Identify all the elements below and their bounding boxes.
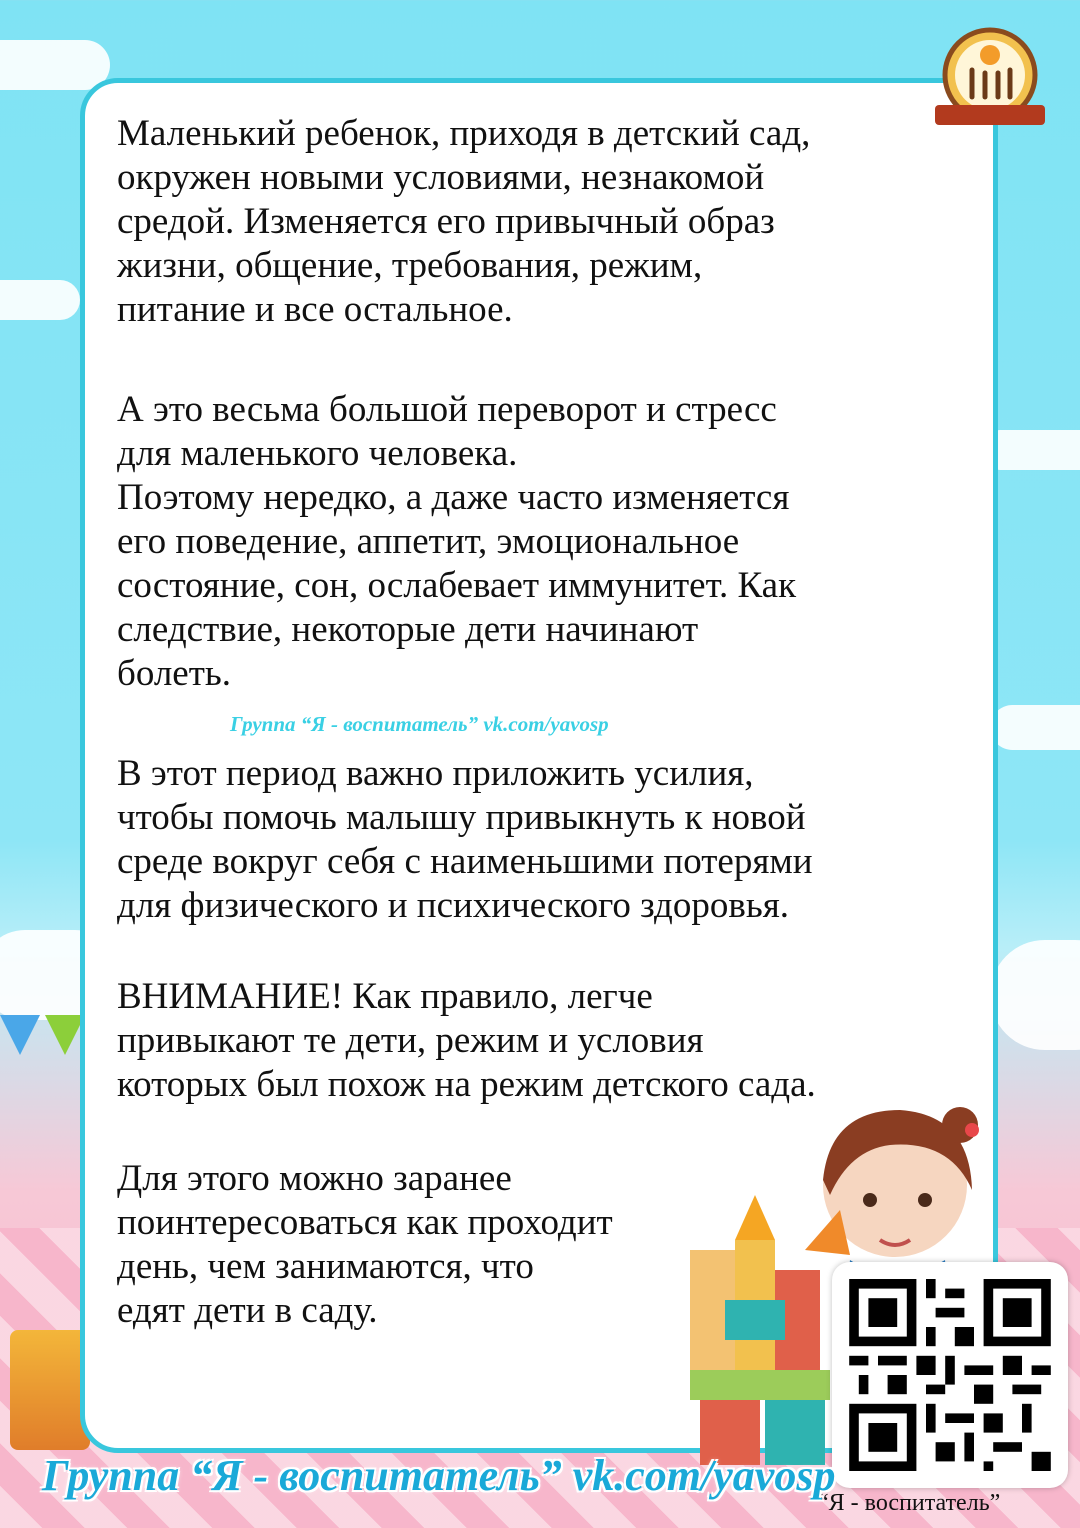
text-line: ВНИМАНИЕ! Как правило, легче bbox=[117, 976, 653, 1017]
cloud-decoration bbox=[990, 940, 1080, 1050]
family-logo-icon bbox=[930, 25, 1050, 135]
cloud-decoration bbox=[0, 280, 80, 320]
paragraph-stress bbox=[117, 388, 796, 696]
text-line: окружен новыми условиями, незнакомой bbox=[117, 157, 765, 198]
text-line: жизни, общение, требования, режим, bbox=[117, 245, 703, 286]
footer-group-link[interactable]: Группа “Я - воспитатель” vk.com/yavosp bbox=[42, 1451, 836, 1500]
paragraph-attention bbox=[117, 975, 816, 1107]
text-line: средой. Изменяется его привычный образ bbox=[117, 201, 775, 242]
text-line: питание и все остальное. bbox=[117, 289, 513, 330]
bunting-decoration bbox=[0, 1010, 90, 1070]
text-line: Маленький ребенок, приходя в детский сад, bbox=[117, 113, 811, 154]
paragraph-advice bbox=[117, 1157, 613, 1333]
text-line: следствие, некоторые дети начинают bbox=[117, 609, 699, 650]
text-line: поинтересоваться как проходит bbox=[117, 1202, 613, 1243]
text-line: день, чем занимаются, что bbox=[117, 1246, 534, 1287]
toy-train-decoration bbox=[10, 1330, 90, 1450]
text-line: привыкают те дети, режим и условия bbox=[117, 1020, 704, 1061]
text-line: Для этого можно заранее bbox=[117, 1158, 512, 1199]
qr-code-card bbox=[832, 1262, 1068, 1488]
qr-caption: “Я - воспитатель” bbox=[818, 1490, 1001, 1516]
watermark-link[interactable]: Группа “Я - воспитатель” vk.com/yavosp bbox=[230, 712, 609, 736]
cloud-decoration bbox=[990, 705, 1080, 750]
text-line: для маленького человека. bbox=[117, 433, 518, 474]
text-line: болеть. bbox=[117, 653, 232, 694]
paragraph-intro bbox=[117, 112, 810, 332]
text-line: среде вокруг себя с наименьшими потерями bbox=[117, 841, 813, 882]
paragraph-help bbox=[117, 752, 813, 928]
text-line: его поведение, аппетит, эмоциональное bbox=[117, 521, 740, 562]
text-line: которых был похож на режим детского сада. bbox=[117, 1064, 816, 1105]
text-line: В этот период важно приложить усилия, bbox=[117, 753, 754, 794]
text-line: состояние, сон, ослабевает иммунитет. Как bbox=[117, 565, 797, 606]
text-line: едят дети в саду. bbox=[117, 1290, 378, 1331]
text-line: А это весьма большой переворот и стресс bbox=[117, 389, 777, 430]
qr-code-icon[interactable] bbox=[849, 1279, 1051, 1471]
text-line: для физического и психического здоровья. bbox=[117, 885, 789, 926]
cloud-decoration bbox=[0, 40, 110, 90]
text-line: чтобы помочь малышу привыкнуть к новой bbox=[117, 797, 806, 838]
text-line: Поэтому нередко, а даже часто изменяется bbox=[117, 477, 790, 518]
